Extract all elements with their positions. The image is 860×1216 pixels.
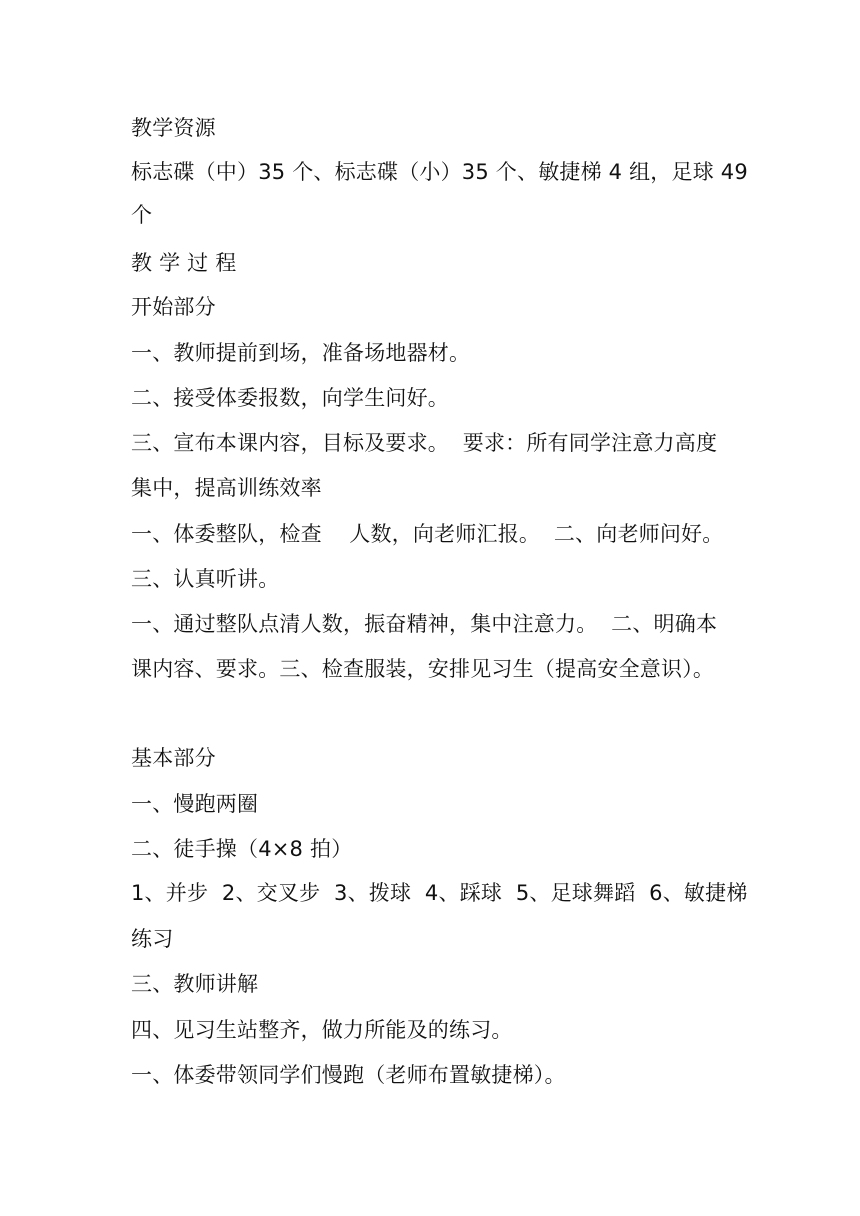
resources-list-line-2: 个 xyxy=(131,203,153,227)
basic-item-4: 四、见习生站整齐，做力所能及的练习。 xyxy=(131,1018,513,1042)
student-activity-line-1: 一、体委整队，检查 人数，向老师汇报。 二、向老师问好。 xyxy=(131,522,724,546)
basic-item-2: 二、徒手操（4×8 拍） xyxy=(131,837,353,861)
heading-teaching-process: 教 学 过 程 xyxy=(131,251,237,275)
basic-item-1: 一、慢跑两圈 xyxy=(131,792,259,816)
opening-item-3-line-1: 三、宣布本课内容，目标及要求。 要求：所有同学注意力高度 xyxy=(131,431,718,455)
drill-list-line-1: 1、并步 2、交叉步 3、拨球 4、踩球 5、足球舞蹈 6、敏捷梯 xyxy=(131,881,748,905)
purpose-line-2: 课内容、要求。三、检查服装，安排见习生（提高安全意识）。 xyxy=(131,657,715,681)
purpose-line-1: 一、通过整队点清人数，振奋精神，集中注意力。 二、明确本 xyxy=(131,612,718,636)
heading-teaching-resources: 教学资源 xyxy=(131,116,216,140)
heading-basic-section: 基本部分 xyxy=(131,746,216,770)
student-activity-line-2: 三、认真听讲。 xyxy=(131,567,280,591)
opening-item-2: 二、接受体委报数，向学生问好。 xyxy=(131,386,449,410)
resources-list-line-1: 标志碟（中）35 个、标志碟（小）35 个、敏捷梯 4 组，足球 49 xyxy=(131,160,748,184)
drill-list-line-2: 练习 xyxy=(131,927,174,951)
opening-item-1: 一、教师提前到场，准备场地器材。 xyxy=(131,341,471,365)
heading-opening-section: 开始部分 xyxy=(131,295,216,319)
student-jog-line: 一、体委带领同学们慢跑（老师布置敏捷梯）。 xyxy=(131,1063,566,1087)
opening-item-3-line-2: 集中，提高训练效率 xyxy=(131,476,322,500)
basic-item-3: 三、教师讲解 xyxy=(131,972,259,996)
